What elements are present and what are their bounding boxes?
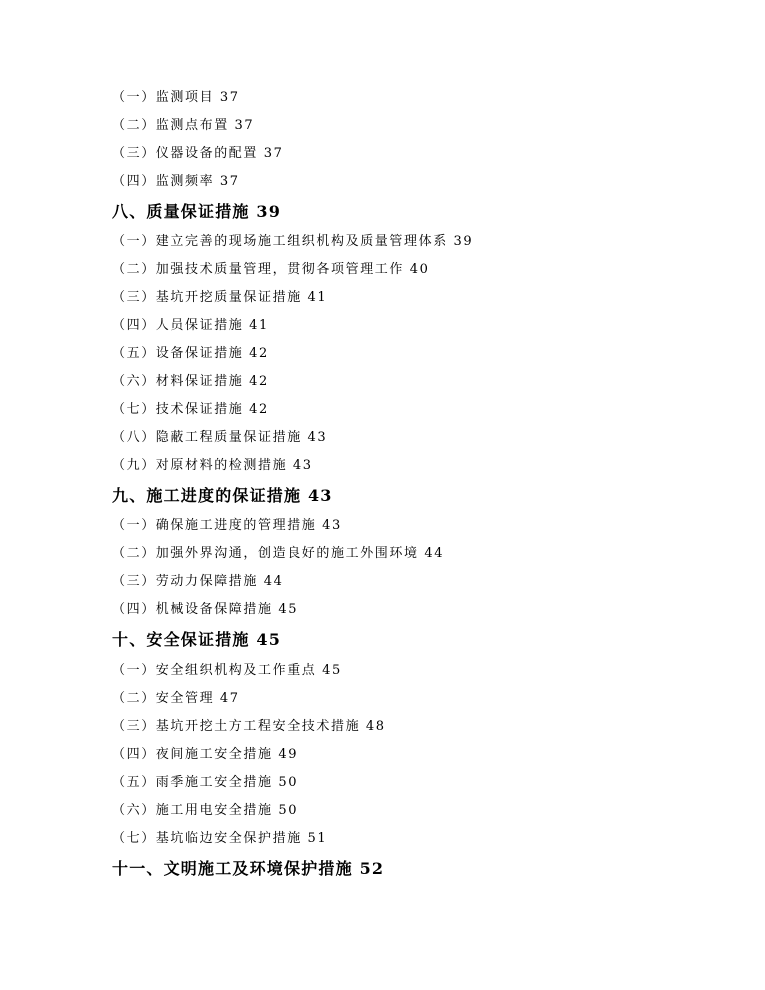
toc-entry-rainy-season-safety: （五）雨季施工安全措施 50 xyxy=(112,775,299,790)
toc-entry-machinery-assurance: （四）机械设备保障措施 45 xyxy=(112,602,299,617)
toc-entry-safety-management: （二）安全管理 47 xyxy=(112,691,240,706)
toc-entry-electrical-safety: （六）施工用电安全措施 50 xyxy=(112,803,299,818)
toc-entry-raw-material-testing: （九）对原材料的检测措施 43 xyxy=(112,458,313,473)
toc-entry-material-assurance: （六）材料保证措施 42 xyxy=(112,374,269,389)
toc-entry-monitoring-points: （二）监测点布置 37 xyxy=(112,118,255,133)
toc-entry-instrument-config: （三）仪器设备的配置 37 xyxy=(112,146,284,161)
toc-entry-excavation-quality: （三）基坑开挖质量保证措施 41 xyxy=(112,290,328,305)
toc-entry-night-safety: （四）夜间施工安全措施 49 xyxy=(112,747,299,762)
toc-entry-monitoring-items: （一）监测项目 37 xyxy=(112,90,240,105)
toc-entry-monitoring-frequency: （四）监测频率 37 xyxy=(112,174,240,189)
toc-entry-external-communication: （二）加强外界沟通，创造良好的施工外围环境 44 xyxy=(112,546,445,561)
toc-entry-schedule-management: （一）确保施工进度的管理措施 43 xyxy=(112,518,342,533)
toc-section-civilized-construction: 十一、文明施工及环境保护措施 52 xyxy=(112,859,385,878)
toc-entry-quality-organization: （一）建立完善的现场施工组织机构及质量管理体系 39 xyxy=(112,234,474,249)
toc-entry-concealed-works: （八）隐蔽工程质量保证措施 43 xyxy=(112,430,328,445)
toc-entry-earthwork-safety: （三）基坑开挖土方工程安全技术措施 48 xyxy=(112,719,386,734)
toc-entry-labor-assurance: （三）劳动力保障措施 44 xyxy=(112,574,284,589)
toc-entry-safety-organization: （一）安全组织机构及工作重点 45 xyxy=(112,663,342,678)
toc-entry-pit-edge-protection: （七）基坑临边安全保护措施 51 xyxy=(112,831,328,846)
toc-section-quality-assurance: 八、质量保证措施 39 xyxy=(112,202,282,221)
toc-entry-technical-quality-management: （二）加强技术质量管理，贯彻各项管理工作 40 xyxy=(112,262,430,277)
toc-entry-technical-assurance: （七）技术保证措施 42 xyxy=(112,402,269,417)
toc-entry-personnel-assurance: （四）人员保证措施 41 xyxy=(112,318,269,333)
toc-section-safety-assurance: 十、安全保证措施 45 xyxy=(112,630,282,649)
toc-section-schedule-assurance: 九、施工进度的保证措施 43 xyxy=(112,486,333,505)
toc-entry-equipment-assurance: （五）设备保证措施 42 xyxy=(112,346,269,361)
